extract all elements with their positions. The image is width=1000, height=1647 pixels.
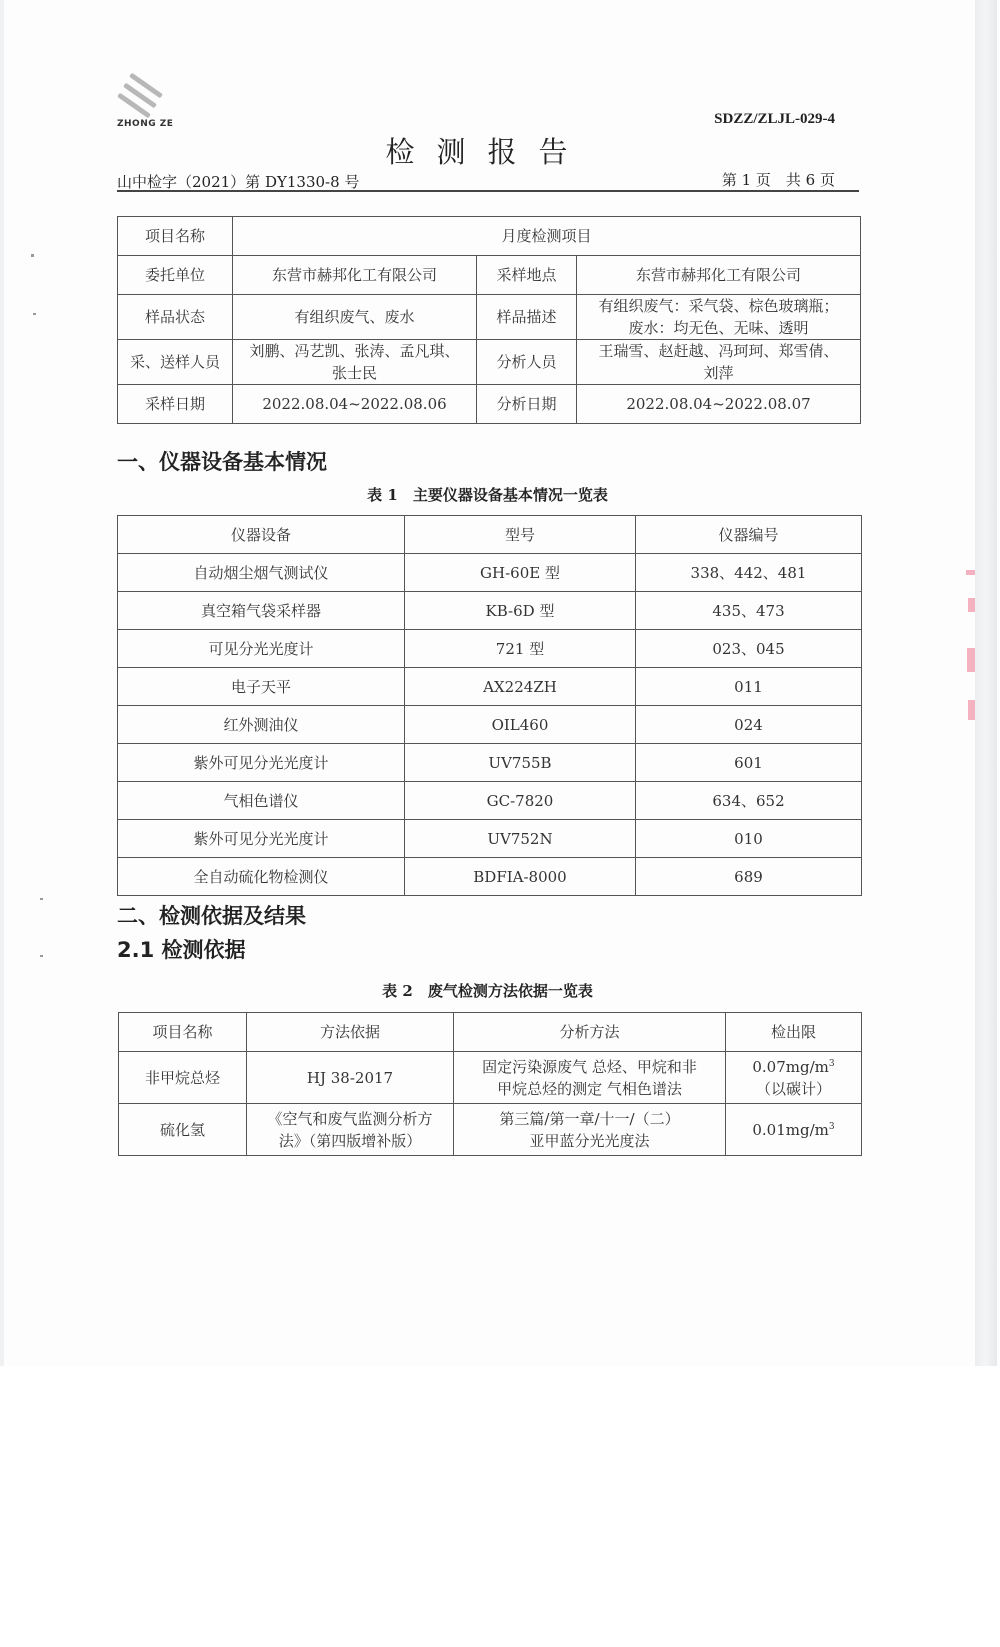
blank-area bbox=[0, 1366, 1000, 1647]
table-1-caption: 表 1 主要仪器设备基本情况一览表 bbox=[367, 486, 608, 504]
instrument-model: UV752N bbox=[405, 820, 636, 858]
instrument-model: AX224ZH bbox=[405, 668, 636, 706]
method-basis-line-2: 法》（第四版增补版） bbox=[278, 1131, 422, 1150]
section-2-heading: 二、检测依据及结果 bbox=[117, 904, 306, 928]
section-1-heading: 一、仪器设备基本情况 bbox=[117, 450, 327, 474]
samplers-line-2: 张士民 bbox=[331, 364, 377, 382]
detection-limit-value: 0.07mg/m bbox=[752, 1057, 829, 1076]
instrument-id: 689 bbox=[636, 858, 862, 896]
scan-speck bbox=[40, 898, 43, 900]
analysis-date-label: 分析日期 bbox=[477, 385, 577, 424]
instrument-name: 红外测油仪 bbox=[118, 706, 405, 744]
page-right-edge bbox=[975, 0, 997, 1366]
table-row bbox=[118, 340, 861, 385]
table-row bbox=[118, 858, 862, 896]
analysis-date-value: 2022.08.04~2022.08.07 bbox=[577, 385, 861, 424]
table-row bbox=[118, 820, 862, 858]
analysts-label: 分析人员 bbox=[477, 340, 577, 385]
instrument-id: 338、442、481 bbox=[636, 554, 862, 592]
instrument-model: GC-7820 bbox=[405, 782, 636, 820]
table-row bbox=[119, 1052, 862, 1104]
instrument-table bbox=[117, 515, 862, 896]
page-left-edge bbox=[0, 0, 4, 1366]
project-label: 项目名称 bbox=[118, 217, 233, 256]
instrument-model: UV755B bbox=[405, 744, 636, 782]
table-header-row bbox=[118, 516, 862, 554]
instrument-id: 024 bbox=[636, 706, 862, 744]
analysts-line-2: 刘萍 bbox=[703, 364, 734, 382]
section-2-1-heading: 2.1 检测依据 bbox=[117, 938, 246, 962]
sampling-date-label: 采样日期 bbox=[118, 385, 233, 424]
column-header: 仪器设备 bbox=[118, 516, 405, 554]
instrument-name: 真空箱气袋采样器 bbox=[118, 592, 405, 630]
analysis-method bbox=[454, 1104, 726, 1156]
instrument-model: KB-6D 型 bbox=[405, 592, 636, 630]
seal-stamp-fragment bbox=[968, 700, 975, 720]
detection-limit bbox=[726, 1052, 862, 1104]
report-number: 山中检字（2021）第 DY1330-8 号 bbox=[117, 173, 360, 191]
table-row bbox=[118, 668, 862, 706]
sample-desc-label: 样品描述 bbox=[477, 295, 577, 340]
analysis-method-line-2: 亚甲蓝分光光度法 bbox=[529, 1131, 650, 1150]
analysis-method-line-2: 甲烷总烃的测定 气相色谱法 bbox=[497, 1079, 682, 1098]
instrument-id: 435、473 bbox=[636, 592, 862, 630]
method-basis-table bbox=[118, 1012, 862, 1156]
item-name: 非甲烷总烃 bbox=[119, 1052, 247, 1104]
item-name: 硫化氢 bbox=[119, 1104, 247, 1156]
instrument-name: 紫外可见分光光度计 bbox=[118, 820, 405, 858]
report-title: 检测报告 bbox=[385, 135, 590, 169]
analysis-method bbox=[454, 1052, 726, 1104]
table-row bbox=[118, 295, 861, 340]
table-row bbox=[118, 744, 862, 782]
site-label: 采样地点 bbox=[477, 256, 577, 295]
detection-limit-value: 0.01mg/m bbox=[752, 1120, 829, 1139]
instrument-name: 电子天平 bbox=[118, 668, 405, 706]
instrument-name: 全自动硫化物检测仪 bbox=[118, 858, 405, 896]
instrument-id: 601 bbox=[636, 744, 862, 782]
column-header: 型号 bbox=[405, 516, 636, 554]
unit-exponent: 3 bbox=[828, 1058, 835, 1069]
sample-state-value: 有组织废气、废水 bbox=[233, 295, 477, 340]
detection-limit-note: （以碳计） bbox=[755, 1079, 831, 1098]
table-header-row bbox=[119, 1013, 862, 1052]
column-header: 项目名称 bbox=[119, 1013, 247, 1052]
logo-text: ZHONG ZE bbox=[117, 119, 174, 129]
instrument-model: GH-60E 型 bbox=[405, 554, 636, 592]
instrument-name: 可见分光光度计 bbox=[118, 630, 405, 668]
samplers-value bbox=[233, 340, 477, 385]
table-row bbox=[118, 706, 862, 744]
seal-stamp-fragment bbox=[968, 598, 975, 612]
client-label: 委托单位 bbox=[118, 256, 233, 295]
instrument-model: BDFIA-8000 bbox=[405, 858, 636, 896]
site-value: 东营市赫邦化工有限公司 bbox=[577, 256, 861, 295]
project-value: 月度检测项目 bbox=[233, 217, 861, 256]
sample-desc-line-1: 有组织废气：采气袋、棕色玻璃瓶； bbox=[598, 297, 839, 315]
page-number: 第 1 页 共 6 页 bbox=[721, 171, 835, 189]
method-basis: HJ 38-2017 bbox=[247, 1052, 454, 1104]
instrument-id: 011 bbox=[636, 668, 862, 706]
table-row bbox=[118, 385, 861, 424]
table-row bbox=[118, 782, 862, 820]
instrument-name: 紫外可见分光光度计 bbox=[118, 744, 405, 782]
scan-speck bbox=[40, 955, 43, 957]
instrument-name: 气相色谱仪 bbox=[118, 782, 405, 820]
document-code: SDZZ/ZLJL-029-4 bbox=[714, 111, 835, 127]
sample-desc-value bbox=[577, 295, 861, 340]
seal-stamp-fragment bbox=[967, 648, 975, 672]
scan-speck bbox=[33, 313, 36, 315]
table-row bbox=[118, 217, 861, 256]
instrument-name: 自动烟尘烟气测试仪 bbox=[118, 554, 405, 592]
sample-desc-line-2: 废水：均无色、无味、透明 bbox=[628, 319, 809, 337]
detection-limit bbox=[726, 1104, 862, 1156]
instrument-id: 634、652 bbox=[636, 782, 862, 820]
table-row bbox=[118, 554, 862, 592]
instrument-model: 721 型 bbox=[405, 630, 636, 668]
analysts-value bbox=[577, 340, 861, 385]
samplers-line-1: 刘鹏、冯艺凯、张涛、孟凡琪、 bbox=[249, 342, 460, 360]
instrument-id: 023、045 bbox=[636, 630, 862, 668]
instrument-id: 010 bbox=[636, 820, 862, 858]
analysis-method-line-1: 第三篇/第一章/十一/（二） bbox=[499, 1109, 680, 1128]
method-basis-line-1: 《空气和废气监测分析方 bbox=[267, 1109, 433, 1128]
sampling-date-value: 2022.08.04~2022.08.06 bbox=[233, 385, 477, 424]
header-divider bbox=[117, 190, 859, 192]
analysis-method-line-1: 固定污染源废气 总烃、甲烷和非 bbox=[482, 1057, 697, 1076]
table-2-caption: 表 2 废气检测方法依据一览表 bbox=[382, 982, 593, 1000]
column-header: 方法依据 bbox=[247, 1013, 454, 1052]
instrument-model: OIL460 bbox=[405, 706, 636, 744]
column-header: 仪器编号 bbox=[636, 516, 862, 554]
report-info-table bbox=[117, 216, 861, 424]
table-row bbox=[118, 592, 862, 630]
analysts-line-1: 王瑞雪、赵赶越、冯珂珂、郑雪倩、 bbox=[598, 342, 839, 360]
sample-state-label: 样品状态 bbox=[118, 295, 233, 340]
unit-exponent: 3 bbox=[828, 1121, 835, 1132]
client-value: 东营市赫邦化工有限公司 bbox=[233, 256, 477, 295]
table-row bbox=[119, 1104, 862, 1156]
column-header: 检出限 bbox=[726, 1013, 862, 1052]
method-basis bbox=[247, 1104, 454, 1156]
table-row bbox=[118, 256, 861, 295]
seal-stamp-fragment bbox=[966, 570, 975, 575]
scan-speck bbox=[31, 254, 34, 257]
table-row bbox=[118, 630, 862, 668]
column-header: 分析方法 bbox=[454, 1013, 726, 1052]
samplers-label: 采、送样人员 bbox=[118, 340, 233, 385]
